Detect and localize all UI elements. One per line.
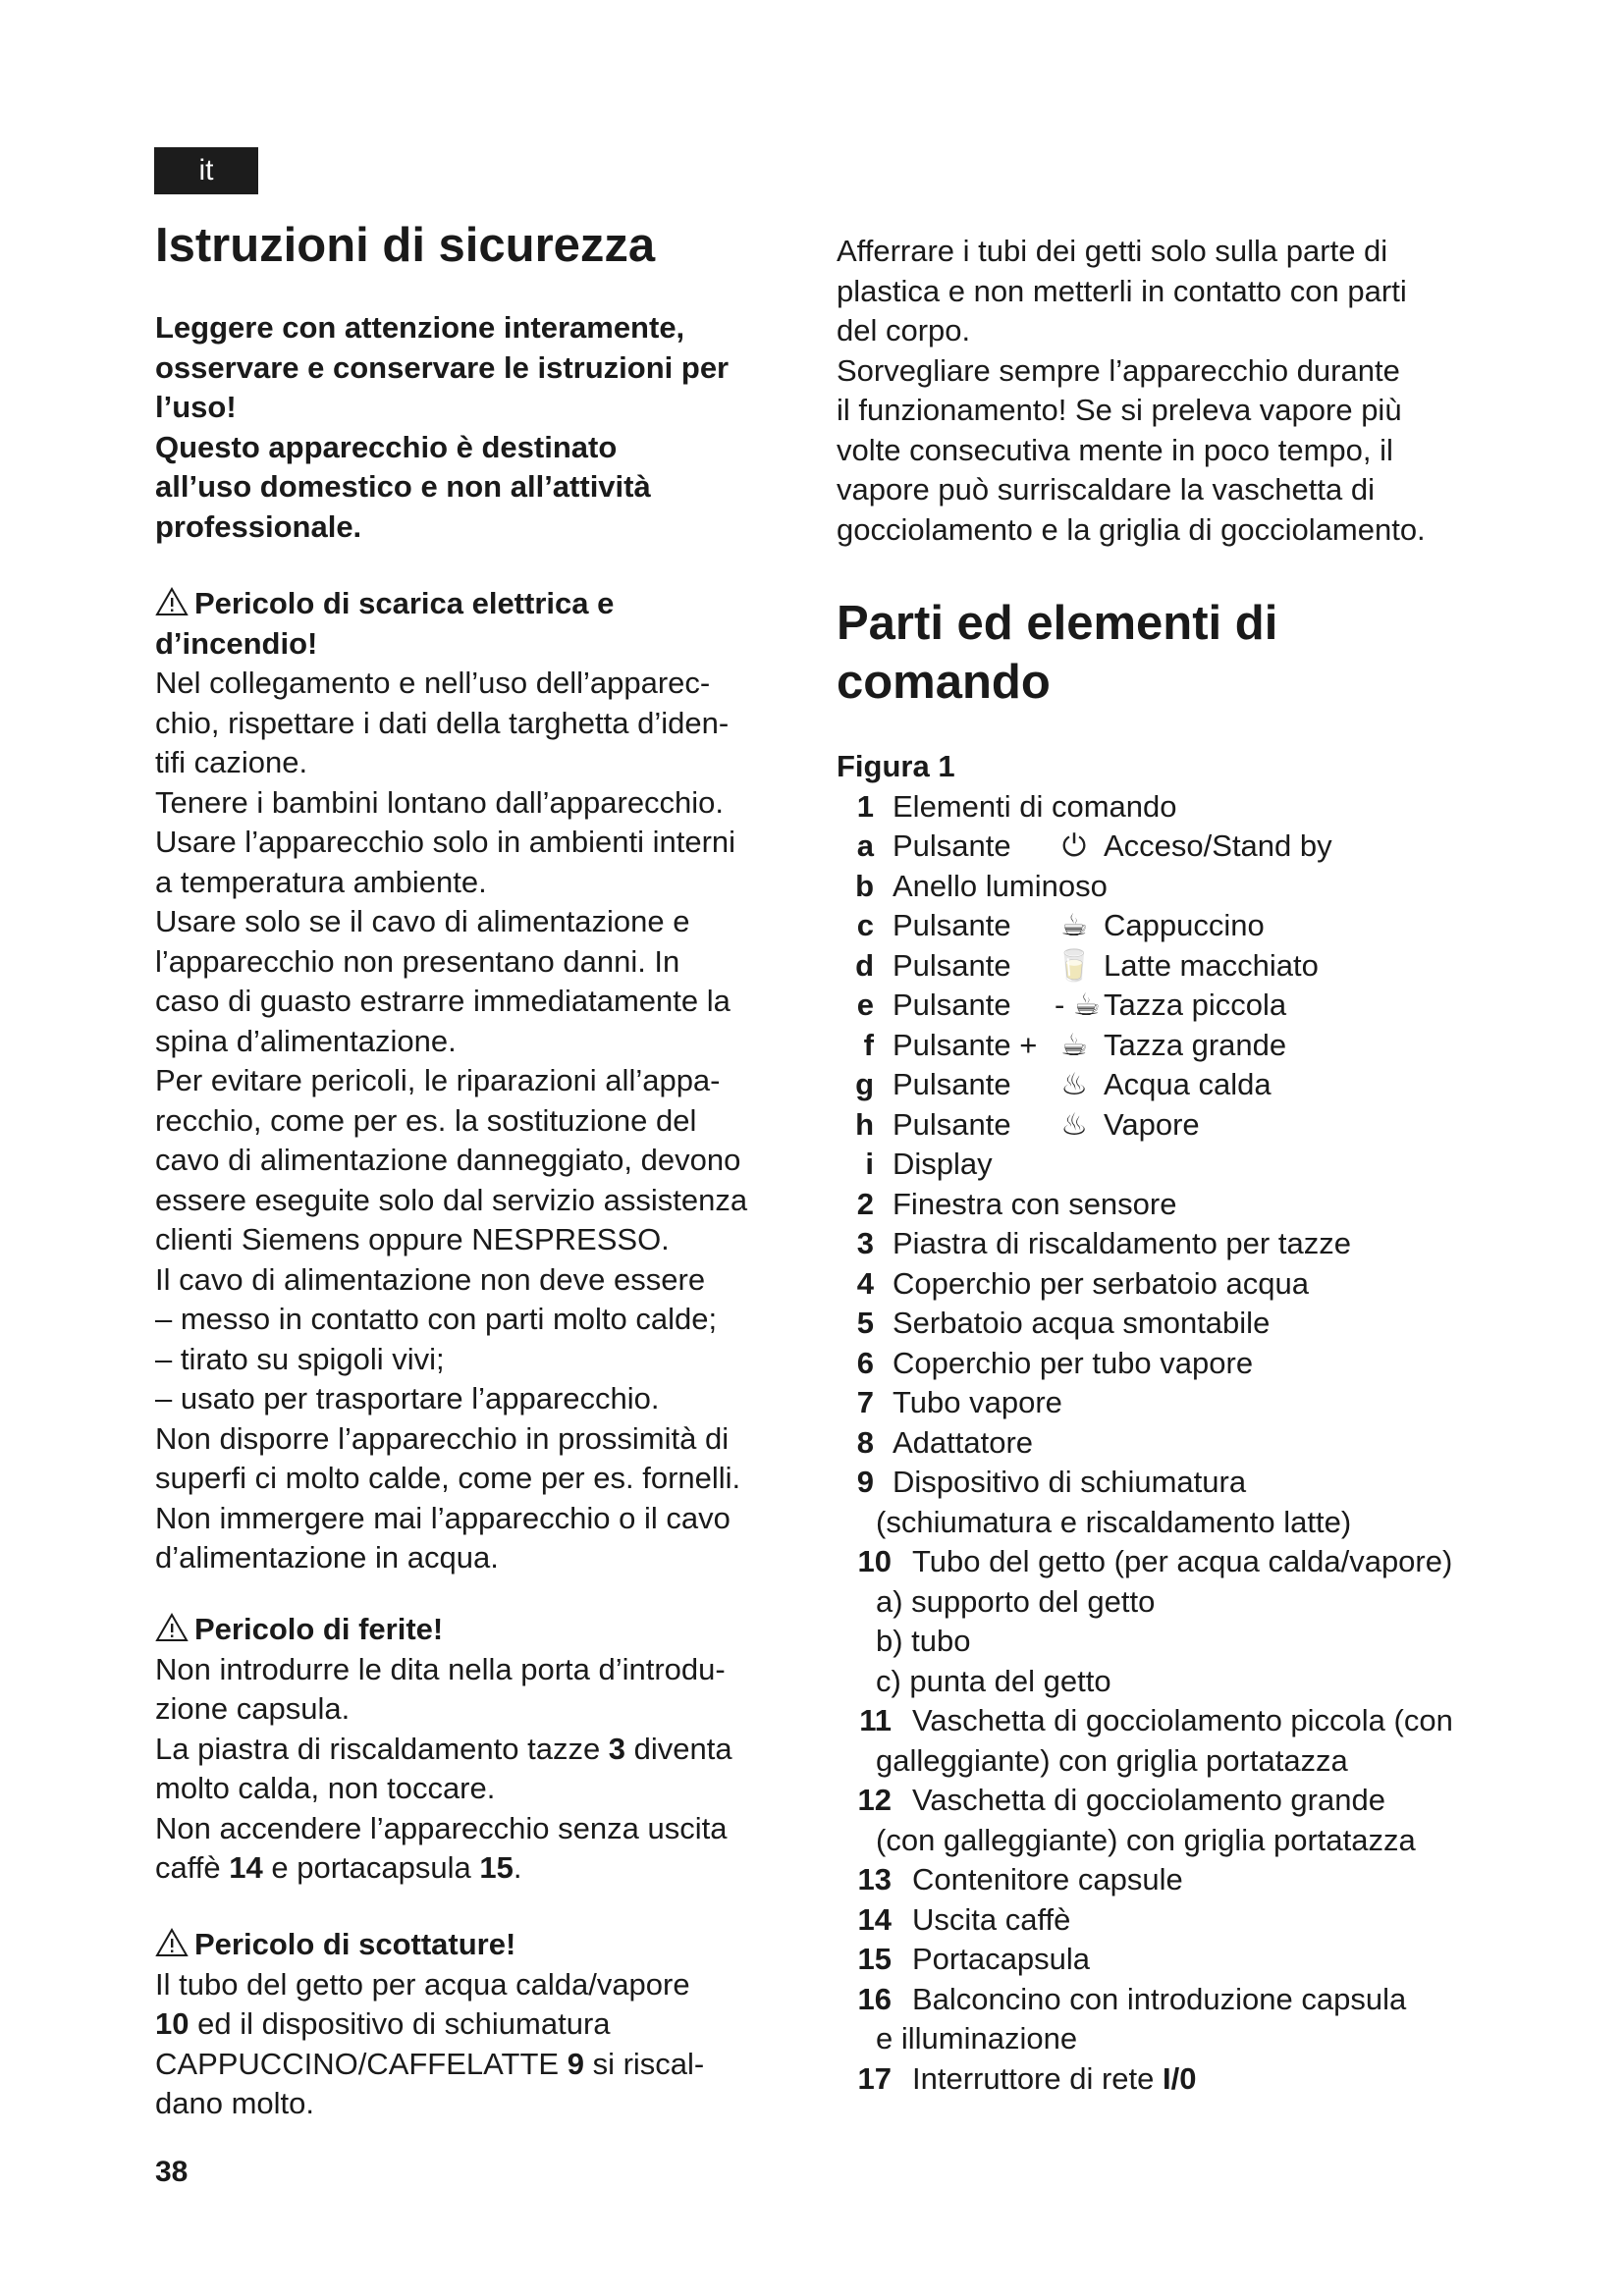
text-line: Nel collegamento e nell’uso dell’apparec- (155, 666, 711, 700)
text-line: Il cavo di alimentazione non deve essere (155, 1261, 706, 1297)
part-text: Serbatoio acqua smontabile (893, 1306, 1271, 1340)
text-line: molto calda, non toccare. (155, 1771, 496, 1805)
part-subitem: a) supporto del getto (876, 1583, 1156, 1619)
button-symbol-icon: - ☕ (1055, 988, 1101, 1022)
part-letter: f (863, 1027, 874, 1062)
button-symbol-icon: 🥛 (1055, 947, 1094, 983)
text-line: Non disporre l’apparecchio in prossimità di (155, 1420, 730, 1456)
text-line: Non immergere mai l’apparecchio o il cavo (155, 1500, 731, 1535)
text-line: clienti Siemens oppure NESPRESSO. (155, 1222, 670, 1256)
part-item (837, 1423, 1416, 1464)
part-text: Uscita caffè (912, 1901, 1071, 1937)
intro-line: osservare e conservare le istruzioni per (155, 349, 730, 385)
text-line: Usare l’apparecchio solo in ambienti interni (155, 825, 736, 859)
text-line: plastica e non metterli in contatto con parti (837, 273, 1407, 308)
part-number: 15 (857, 1942, 892, 1976)
burn-hazard-title: Pericolo di scottature! (194, 1927, 516, 1961)
part-item: 12 Vaschetta di gocciolamento grande (857, 1783, 1385, 1817)
part-subitem-e (837, 986, 1416, 1026)
text-line: CAPPUCCINO/CAFFELATTE 9 si riscal- (155, 2046, 705, 2081)
button-symbol-icon: ♨ (1060, 1067, 1088, 1101)
text-line: Il tubo del getto per acqua calda/vapore (155, 1966, 690, 2002)
part-text: Dispositivo di schiumatura (893, 1465, 1247, 1499)
text-line: – usato per trasportare l’apparecchio. (155, 1381, 660, 1415)
electric-hazard-title-line2: d’incendio! (155, 625, 318, 661)
part-item: 11 Vaschetta di gocciolamento piccola (con (859, 1703, 1453, 1737)
text-line: La piastra di riscaldamento tazze 3 diventa (155, 1731, 732, 1766)
part-item-continuation: (con galleggiante) con griglia portatazza (876, 1822, 1416, 1857)
part-text: Balconcino con introduzione capsula (912, 1981, 1407, 2016)
text-line: Afferrare i tubi dei getti solo sulla parte di (837, 234, 1388, 268)
language-tab: it (154, 147, 258, 194)
text-line: Tenere i bambini lontano dall’apparecchio. (155, 784, 725, 820)
part-button-label: Pulsante (893, 947, 1011, 983)
part-item-continuation: e illuminazione (876, 2021, 1078, 2056)
button-function-label: Acqua calda (1104, 1067, 1272, 1101)
part-number: 14 (857, 1901, 892, 1937)
part-subitem-f (837, 1026, 1416, 1066)
intro-block (155, 308, 729, 547)
part-button-label: Pulsante (893, 988, 1011, 1022)
intro-line: professionale. (155, 508, 362, 544)
part-number: 4 (856, 1265, 874, 1301)
part-number: 5 (856, 1306, 874, 1340)
part-button-label: Anello luminoso (893, 868, 1108, 903)
part-letter: c (856, 908, 874, 942)
text-line: – messo in contatto con parti molto calde; (155, 1302, 718, 1336)
part-item-continuation: (schiumatura e riscaldamento latte) (876, 1504, 1352, 1539)
part-text: Coperchio per serbatoio acqua (893, 1265, 1309, 1301)
part-text: Piastra di riscaldamento per tazze (893, 1226, 1351, 1260)
part-subitem-i (837, 1145, 1416, 1185)
text-line: dano molto. (155, 2086, 314, 2120)
part-button-label: Pulsante (893, 908, 1011, 942)
text-line: il funzionamento! Se si preleva vapore più (837, 393, 1402, 427)
part-letter: b (855, 868, 874, 903)
part-item (837, 1264, 1416, 1305)
part-text: Portacapsula (912, 1942, 1090, 1976)
part-letter: a (856, 828, 874, 863)
button-function-label: Cappuccino (1104, 908, 1265, 942)
text-line: Sorvegliare sempre l’apparecchio durante (837, 352, 1400, 388)
burn-hazard-continued (837, 232, 1426, 550)
part-item (837, 1304, 1416, 1344)
parts-list (837, 747, 1453, 2099)
text-line: a temperatura ambiente. (155, 864, 487, 899)
text-line: – tirato su spigoli vivi; (155, 1341, 445, 1376)
part-item: 1 Elementi di comando (856, 788, 1177, 824)
part-item (837, 1900, 1416, 1941)
part-subitem-h (837, 1105, 1416, 1146)
part-item (837, 1185, 1416, 1225)
part-item (837, 1383, 1416, 1423)
part-button-label: Pulsante (893, 828, 1011, 863)
text-line: l’apparecchio non presentano danni. In (155, 943, 680, 979)
part-letter: d (855, 947, 874, 983)
text-line: recchio, come per es. la sostituzione del (155, 1102, 697, 1138)
part-text: Adattatore (893, 1424, 1034, 1460)
intro-line: l’uso! (155, 390, 237, 424)
burn-hazard-section (155, 1925, 704, 2124)
text-line: zione capsula. (155, 1691, 351, 1726)
button-symbol-icon: ☕ (1060, 908, 1088, 942)
warning-icon (155, 587, 189, 616)
text-line: 10 ed il dispositivo di schiumatura (155, 2006, 611, 2041)
part-button-label: Pulsante (893, 1067, 1011, 1101)
part-number: 9 (856, 1465, 874, 1499)
text-line: chio, rispettare i dati della targhetta d’iden- (155, 705, 730, 740)
electric-hazard-title: Pericolo di scarica elettrica e (155, 584, 747, 624)
button-symbol-icon: ☕ (1060, 1027, 1088, 1062)
part-text: Tubo vapore (893, 1385, 1062, 1419)
part-subitem: c) punta del getto (876, 1663, 1111, 1698)
part-letter: h (855, 1106, 874, 1142)
part-item (837, 1940, 1416, 1980)
text-line: Per evitare pericoli, le riparazioni all’appa- (155, 1063, 721, 1097)
parts-title-line2: comando (837, 656, 1051, 709)
text-line: superfi ci molto calde, come per es. fornelli. (155, 1461, 741, 1495)
part-subitem-b (837, 867, 1416, 907)
part-item (837, 1860, 1416, 1900)
part-letter: e (856, 988, 874, 1022)
part-button-label: Pulsante + (893, 1027, 1038, 1062)
text-line: essere eseguite solo dal servizio assistenza (155, 1182, 748, 1217)
part-item (837, 1463, 1416, 1503)
page-number: 38 (155, 2156, 189, 2188)
figure-label: Figura 1 (837, 749, 955, 783)
text-line: Usare solo se il cavo di alimentazione e (155, 904, 690, 938)
button-function-label: Acceso/Stand by (1104, 828, 1332, 863)
intro-line: all’uso domestico e non all’attività (155, 469, 651, 504)
button-symbol-icon: ♨ (1060, 1106, 1088, 1142)
text-line: spina d’alimentazione. (155, 1023, 457, 1058)
button-function-label: Vapore (1104, 1106, 1200, 1142)
text-line: Non accendere l’apparecchio senza uscita (155, 1810, 728, 1845)
intro-line: Questo apparecchio è destinato (155, 429, 618, 464)
part-subitem-a (837, 827, 1416, 867)
button-function-label: Tazza grande (1104, 1027, 1287, 1062)
injury-hazard-section (155, 1610, 732, 1889)
part-item: 17 Interruttore di rete I/0 (857, 2060, 1197, 2096)
text-line: volte consecutiva mente in poco tempo, il (837, 432, 1393, 467)
part-subitem: b) tubo (876, 1624, 971, 1658)
part-subitem-c (837, 906, 1416, 946)
text-line: gocciolamento e la griglia di gocciolamento. (837, 511, 1426, 547)
part-button-label: Display (893, 1147, 993, 1181)
text-line: cavo di alimentazione danneggiato, devono (155, 1143, 741, 1177)
part-button-label: Pulsante (893, 1106, 1011, 1142)
part-text: Finestra con sensore (893, 1186, 1177, 1221)
part-number: 13 (857, 1862, 892, 1896)
text-line: vapore può surriscaldare la vaschetta di (837, 472, 1375, 507)
text-line: Non introdurre le dita nella porta d’introdu- (155, 1651, 726, 1686)
part-item: 10 Tubo del getto (per acqua calda/vapore) (857, 1544, 1453, 1578)
part-letter: g (855, 1067, 874, 1101)
text-line: d’alimentazione in acqua. (155, 1540, 499, 1575)
part-item (837, 1344, 1416, 1384)
warning-icon (155, 1928, 189, 1957)
parts-title-line1: Parti ed elementi di (837, 597, 1278, 650)
part-number: 6 (856, 1345, 874, 1380)
part-text: Coperchio per tubo vapore (893, 1345, 1254, 1380)
part-letter: i (865, 1147, 874, 1181)
part-subitem-d (837, 946, 1416, 987)
intro-line: Leggere con attenzione interamente, (155, 310, 685, 345)
text-line: caso di guasto estrarre immediatamente la (155, 984, 731, 1018)
part-number: 2 (856, 1186, 874, 1221)
part-number: 16 (857, 1981, 892, 2016)
text-line: caffè 14 e portacapsula 15. (155, 1850, 522, 1885)
injury-hazard-title: Pericolo di ferite! (194, 1612, 444, 1646)
button-function-label: Tazza piccola (1104, 988, 1287, 1022)
electric-hazard-section (155, 584, 747, 1578)
text-line: del corpo. (837, 313, 971, 347)
part-text: Contenitore capsule (912, 1862, 1183, 1896)
part-number: 3 (856, 1226, 874, 1260)
text-line: tifi cazione. (155, 745, 308, 779)
part-item (837, 1980, 1416, 2020)
button-symbol-icon: ⏻ (1061, 828, 1087, 863)
part-item (837, 1224, 1416, 1264)
part-number: 7 (856, 1385, 874, 1419)
part-subitem-g (837, 1065, 1416, 1105)
button-function-label: Latte macchiato (1104, 947, 1319, 983)
page-title: Istruzioni di sicurezza (155, 219, 656, 272)
warning-icon (155, 1613, 189, 1642)
part-item-continuation: galleggiante) con griglia portatazza (876, 1742, 1348, 1778)
part-number: 8 (856, 1424, 874, 1460)
